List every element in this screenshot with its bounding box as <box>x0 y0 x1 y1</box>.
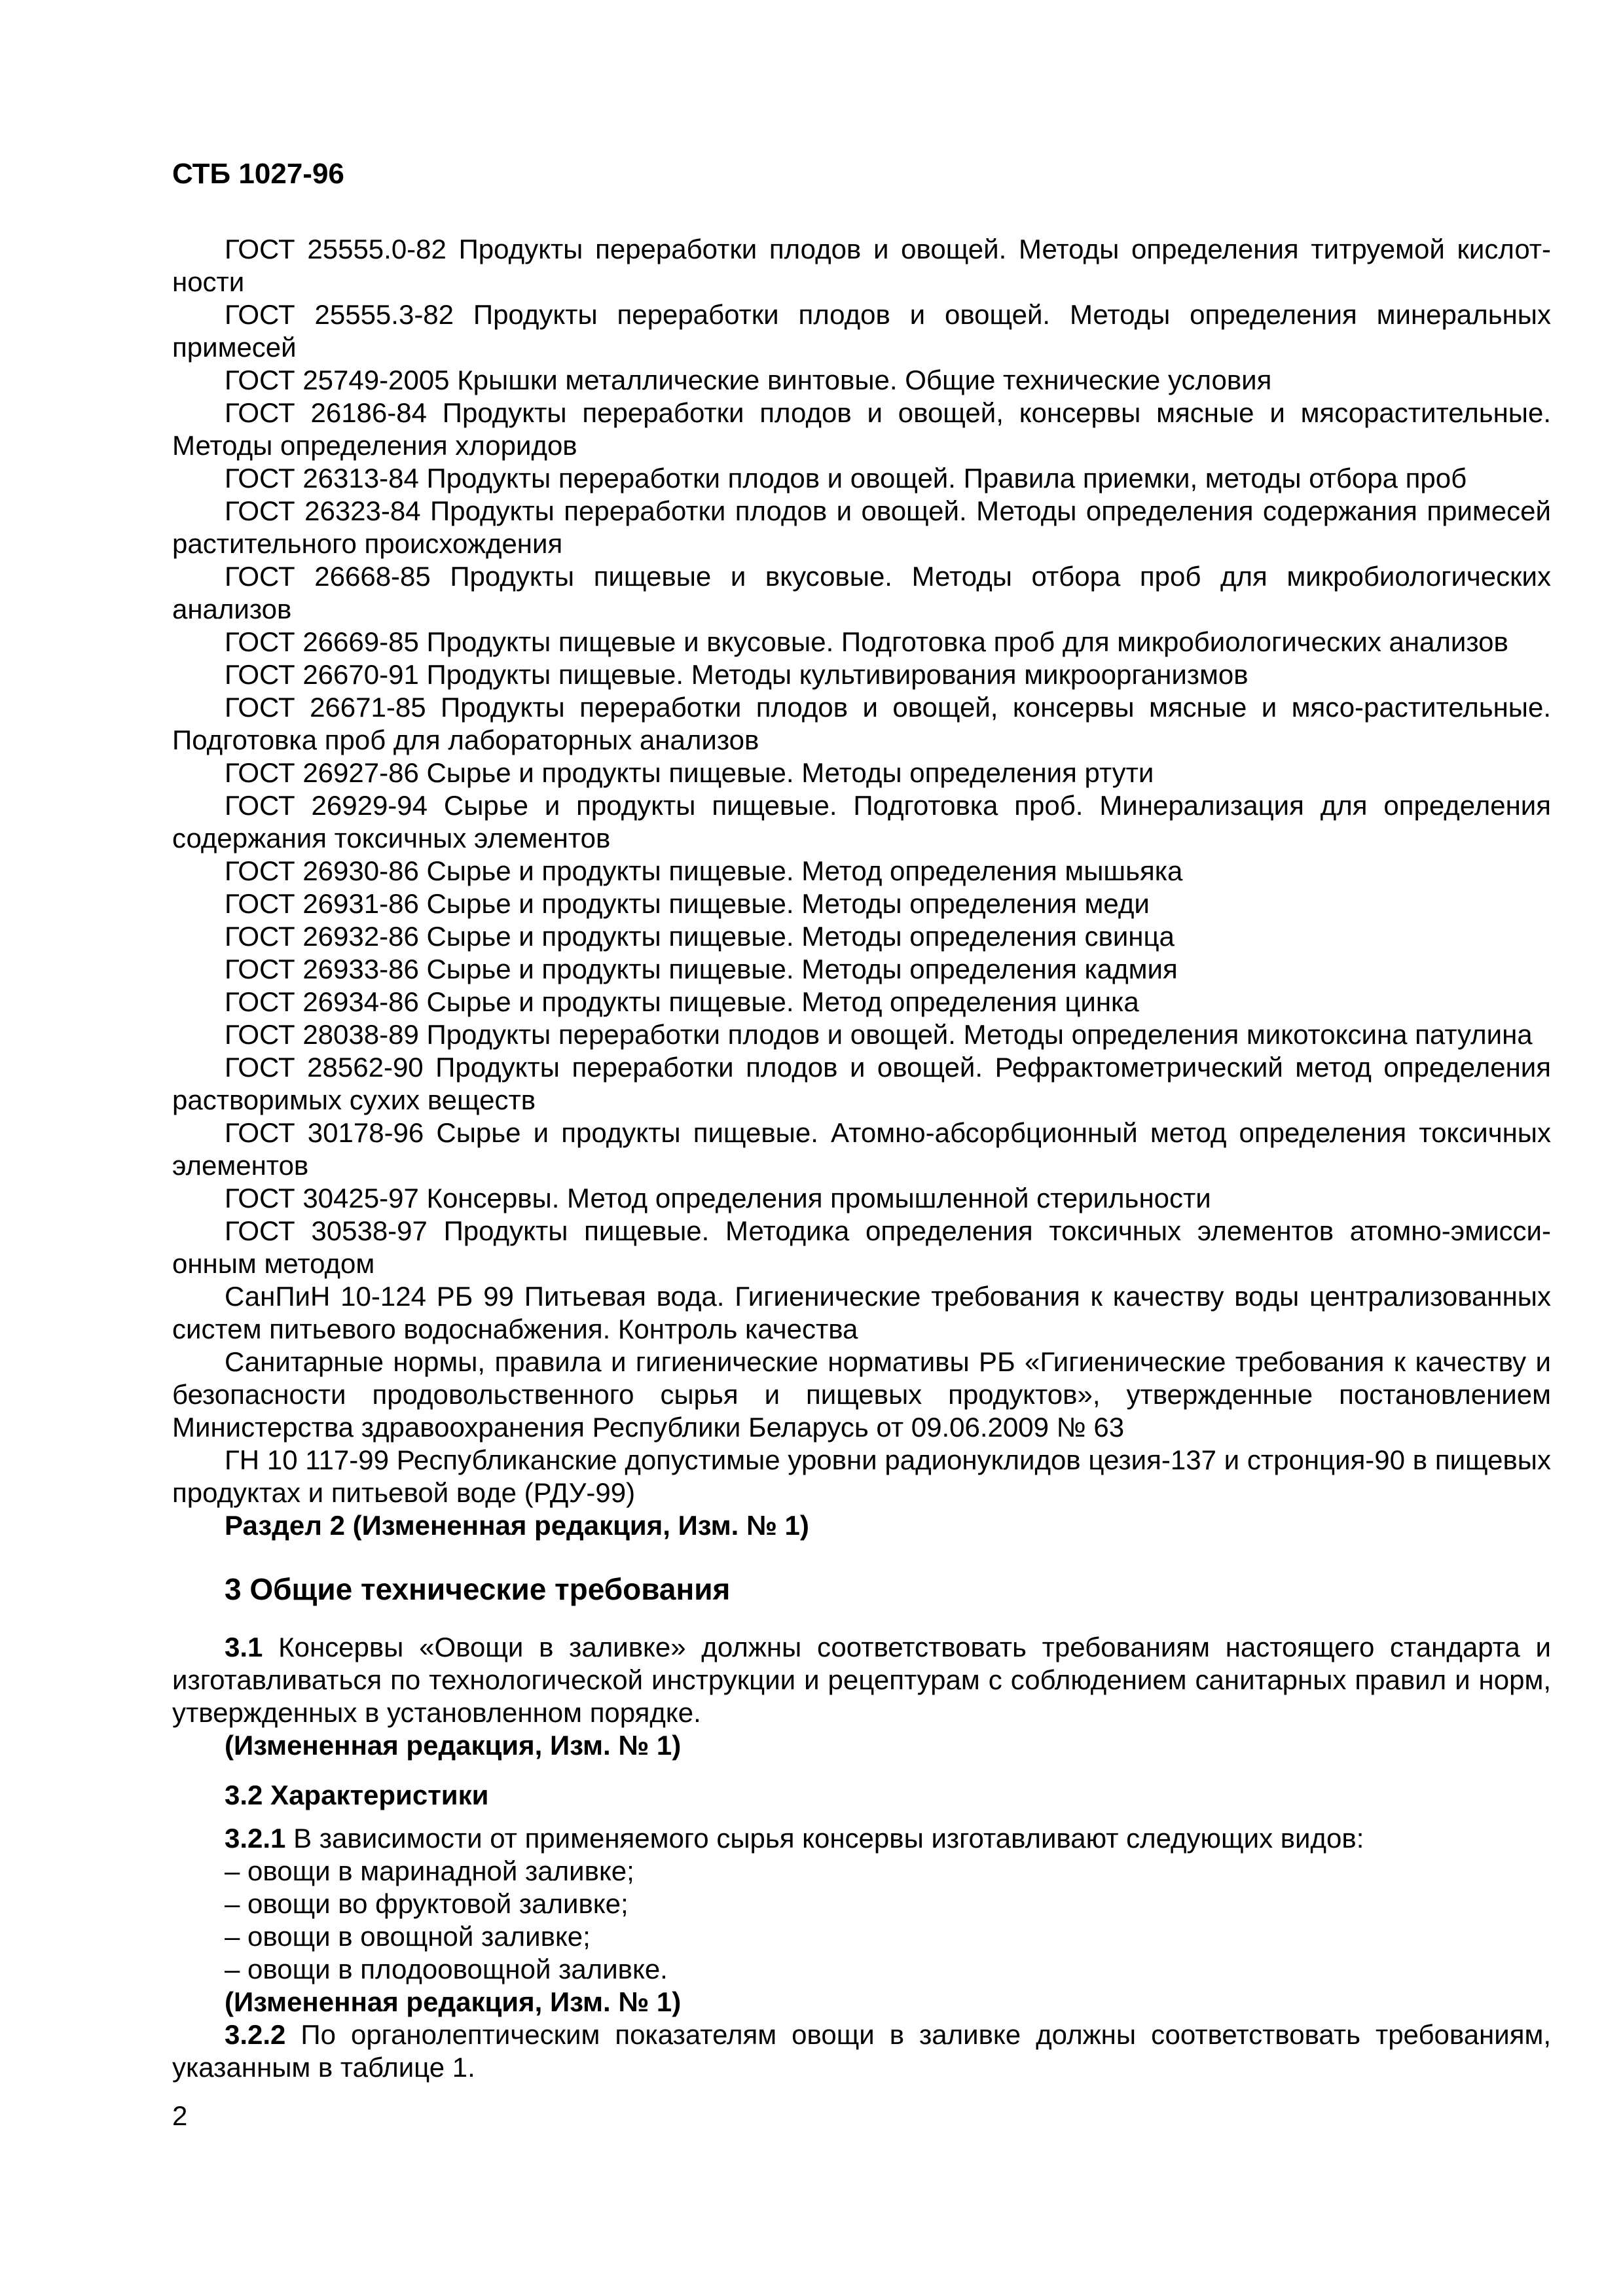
reference-paragraph: ГОСТ 26933-86 Сырье и продукты пищевые. Методы определения кадмия <box>225 954 1178 984</box>
amendment-note: (Измененная редакция, Изм. № 1) <box>225 1730 682 1761</box>
section2-amendment-note: Раздел 2 (Измененная редакция, Изм. № 1) <box>225 1510 809 1541</box>
reference-paragraph: ГОСТ 26668-85 Продукты пищевые и вкусовые. Методы отбора проб для микробиологических анализов <box>172 561 1551 624</box>
reference-paragraph: ГОСТ 26323-84 Продукты переработки плодов и овощей. Методы определения содержания примесей растительного происхождения <box>172 495 1551 559</box>
reference-paragraph: ГОСТ 30538-97 Продукты пищевые. Методика определения токсичных элементов атомно-эмиссионным методом <box>172 1215 1551 1279</box>
page-number: 2 <box>172 2100 188 2131</box>
reference-paragraph: ГОСТ 25555.3-82 Продукты переработки плодов и овощей. Методы определения минеральных примесей <box>172 299 1551 363</box>
reference-paragraph: СанПиН 10-124 РБ 99 Питьевая вода. Гигиенические требования к качеству воды централизованных систем питьевого водоснабжения. Контроль качества <box>172 1281 1551 1344</box>
reference-paragraph: ГОСТ 26927-86 Сырье и продукты пищевые. Методы определения ртути <box>225 757 1154 788</box>
section3-heading: 3 Общие технические требования <box>225 1572 731 1606</box>
reference-paragraph: ГОСТ 26934-86 Сырье и продукты пищевые. Метод определения цинка <box>225 986 1139 1017</box>
reference-paragraph: ГОСТ 25749-2005 Крышки металлические винтовые. Общие технические условия <box>225 365 1272 395</box>
clause-number: 3.2.2 <box>225 2019 286 2050</box>
list-item: – овощи в овощной заливке; <box>225 1921 591 1952</box>
clause-text: По органолептическим показателям овощи в заливке должны соответствовать требованиям, указанным в таблице 1. <box>172 2019 1551 2083</box>
clause-3-2-2 <box>172 2018 1551 2084</box>
clause-text: В зависимости от применяемого сырья консервы изготавливают следующих видов: <box>285 1823 1364 1854</box>
clause-text: Консервы «Овощи в заливке» должны соответствовать требованиям настоящего стандарта и изготавливаться по технологической инструкции и рецептурам с соблюдением санитарных правил и норм, утвержденных в установленном порядке. <box>172 1632 1551 1728</box>
reference-paragraph: ГОСТ 30178-96 Сырье и продукты пищевые. Атомно-абсорбционный метод определения токсичных элементов <box>172 1117 1551 1181</box>
clause-number: 3.2.1 <box>225 1823 286 1854</box>
reference-paragraph: ГОСТ 26929-94 Сырье и продукты пищевые. Подготовка проб. Минерализация для определения содержания токсичных элементов <box>172 790 1551 853</box>
clause-number: 3.1 <box>225 1632 263 1662</box>
reference-paragraph: ГОСТ 26932-86 Сырье и продукты пищевые. Методы определения свинца <box>225 921 1175 952</box>
reference-paragraph: ГОСТ 30425-97 Консервы. Метод определения промышленной стерильности <box>225 1183 1211 1213</box>
list-item: – овощи в маринадной заливке; <box>225 1856 634 1886</box>
reference-paragraph: ГОСТ 26669-85 Продукты пищевые и вкусовые. Подготовка проб для микробиологических анализов <box>225 626 1508 657</box>
clause-3-2-heading: 3.2 Характеристики <box>225 1780 489 1810</box>
reference-paragraph: ГОСТ 26930-86 Сырье и продукты пищевые. Метод определения мышьяка <box>225 855 1183 886</box>
reference-paragraph: ГОСТ 26670-91 Продукты пищевые. Методы культивирования микроорганизмов <box>225 659 1249 690</box>
reference-paragraph: ГОСТ 26186-84 Продукты переработки плодов и овощей, консервы мясные и мясорастительные. Методы определения хлоридов <box>172 397 1551 461</box>
clause-3-2-1 <box>172 1822 1551 1855</box>
amendment-note: (Измененная редакция, Изм. № 1) <box>225 1986 682 2017</box>
clause-3-1 <box>172 1631 1551 1729</box>
reference-paragraph: ГОСТ 25555.0-82 Продукты переработки плодов и овощей. Методы определения титруемой кислотности <box>172 234 1551 297</box>
reference-paragraph: ГОСТ 28038-89 Продукты переработки плодов и овощей. Методы определения микотоксина патулина <box>225 1019 1533 1050</box>
reference-paragraph: ГН 10 117-99 Республиканские допустимые уровни радионуклидов цезия-137 и стронция-90 в пищевых продуктах и питьевой воде (РДУ-99) <box>172 1444 1551 1508</box>
reference-paragraph: Санитарные нормы, правила и гигиенические нормативы РБ «Гигиенические требования к качеству и безопасности продовольственного сырья и пищевых продуктов», утвержденные постановлением Министерства здравоохранения Республики Беларусь от 09.06.2009 № 63 <box>172 1346 1551 1443</box>
reference-paragraph: ГОСТ 26313-84 Продукты переработки плодов и овощей. Правила приемки, методы отбора проб <box>225 463 1467 493</box>
doc-code: СТБ 1027-96 <box>172 158 344 190</box>
reference-paragraph: ГОСТ 26931-86 Сырье и продукты пищевые. Методы определения меди <box>225 888 1150 919</box>
list-item: – овощи в плодоовощной заливке. <box>225 1954 668 1984</box>
document-body <box>172 233 1551 2084</box>
reference-paragraph: ГОСТ 28562-90 Продукты переработки плодов и овощей. Рефрактометрический метод определения растворимых сухих веществ <box>172 1052 1551 1115</box>
reference-paragraph: ГОСТ 26671-85 Продукты переработки плодов и овощей, консервы мясные и мясо-растительные. Подготовка проб для лабораторных анализов <box>172 692 1551 755</box>
list-item: – овощи во фруктовой заливке; <box>225 1888 629 1919</box>
